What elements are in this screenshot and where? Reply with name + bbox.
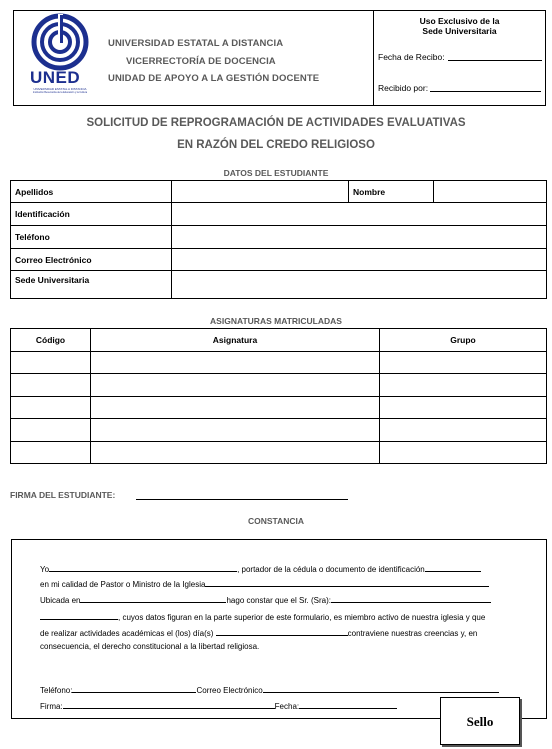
grupo-cell[interactable] — [380, 442, 547, 464]
grupo-cell[interactable] — [380, 352, 547, 374]
courses-section-title: ASIGNATURAS MATRICULADAS — [210, 316, 342, 326]
pastor-name-field[interactable] — [49, 563, 237, 572]
nombre-label: Nombre — [349, 181, 434, 203]
constancia-line-8 — [40, 700, 397, 711]
courses-table — [10, 328, 547, 464]
contraviene-text: contraviene nuestras creencias y, en — [347, 629, 478, 638]
constancia-line-4 — [40, 611, 485, 622]
constancia-title: CONSTANCIA — [247, 516, 305, 526]
telefono-pastor-field[interactable] — [72, 684, 196, 693]
firma-estudiante-label: FIRMA DEL ESTUDIANTE: — [10, 490, 116, 500]
hago-constar-text: hago constar que el Sr. (Sra): — [226, 596, 331, 605]
form-title-2: EN RAZÓN DEL CREDO RELIGIOSO — [177, 139, 375, 151]
grupo-cell[interactable] — [380, 374, 547, 397]
telefono-field[interactable] — [172, 226, 547, 249]
logo-subtitle-2: Institución Benemérita de la Educación y la Cultura — [32, 91, 88, 94]
correo-field[interactable] — [172, 249, 547, 271]
constancia-line-7 — [40, 684, 499, 695]
codigo-cell[interactable] — [11, 374, 91, 397]
table-row — [11, 442, 547, 464]
firma-pastor-label: Firma: — [40, 702, 63, 711]
student-section-title: DATOS DEL ESTUDIANTE — [223, 168, 329, 178]
col-grupo: Grupo — [380, 329, 547, 352]
apellidos-label: Apellidos — [11, 181, 172, 203]
asignatura-cell[interactable] — [91, 442, 380, 464]
firma-estudiante-field[interactable] — [136, 499, 348, 500]
ubicada-text: Ubicada en — [40, 596, 81, 605]
calidad-text: en mi calidad de Pastor o Ministro de la Iglesia — [40, 580, 206, 589]
table-row — [11, 397, 547, 419]
correo-pastor-label: Correo Electrónico — [196, 686, 263, 695]
estudiante-id-field[interactable] — [40, 611, 118, 620]
constancia-line-2 — [40, 578, 489, 589]
logo-rings-icon — [27, 12, 93, 72]
col-codigo: Código — [11, 329, 91, 352]
col-asignatura: Asignatura — [91, 329, 380, 352]
asignatura-cell[interactable] — [91, 397, 380, 419]
asignatura-cell[interactable] — [91, 352, 380, 374]
uned-logo — [27, 12, 93, 98]
ubicacion-field[interactable] — [80, 594, 226, 603]
telefono-pastor-label: Teléfono: — [40, 686, 73, 695]
correo-label: Correo Electrónico — [11, 249, 172, 271]
fecha-pastor-field[interactable] — [299, 700, 397, 709]
exclusive-title-2: Sede Universitaria — [422, 26, 497, 36]
identificacion-label: Identificación — [11, 203, 172, 226]
telefono-label: Teléfono — [11, 226, 172, 249]
fecha-recibo-field[interactable] — [448, 60, 542, 61]
grupo-cell[interactable] — [380, 397, 547, 419]
constancia-line-6: consecuencia, el derecho constitucional a la libertad religiosa. — [40, 642, 260, 651]
fecha-recibo-label: Fecha de Recibo: — [378, 52, 445, 62]
fecha-pastor-label: Fecha: — [274, 702, 300, 711]
logo-subtitle-1: UNIVERSIDAD ESTATAL A DISTANCIA — [33, 87, 87, 91]
recibido-por-field[interactable] — [430, 91, 541, 92]
codigo-cell[interactable] — [11, 352, 91, 374]
constancia-line-5 — [40, 627, 477, 638]
table-row — [11, 374, 547, 397]
firma-pastor-field[interactable] — [63, 700, 275, 709]
exclusive-title-1: Uso Exclusivo de la — [419, 16, 500, 26]
asignatura-cell[interactable] — [91, 419, 380, 442]
student-table — [10, 180, 547, 299]
correo-pastor-field[interactable] — [263, 684, 499, 693]
sello-box[interactable] — [440, 697, 520, 745]
grupo-cell[interactable] — [380, 419, 547, 442]
logo-text: UNED — [30, 68, 81, 87]
dias-field[interactable] — [216, 627, 348, 636]
header-university: UNIVERSIDAD ESTATAL A DISTANCIA — [108, 38, 284, 49]
constancia-line-3 — [40, 594, 491, 605]
estudiante-nombre-field[interactable] — [331, 594, 491, 603]
portador-text: , portador de la cédula o documento de identificación — [237, 565, 425, 574]
codigo-cell[interactable] — [11, 397, 91, 419]
sello-label: Sello — [466, 714, 494, 729]
codigo-cell[interactable] — [11, 419, 91, 442]
table-row — [11, 419, 547, 442]
de-realizar-text: de realizar actividades académicas el (los) día(s) — [40, 629, 214, 638]
codigo-cell[interactable] — [11, 442, 91, 464]
sede-field[interactable] — [172, 271, 547, 299]
header-vice: VICERRECTORÍA DE DOCENCIA — [126, 56, 276, 67]
table-row — [11, 352, 547, 374]
pastor-id-field[interactable] — [425, 563, 481, 572]
nombre-field[interactable] — [434, 181, 547, 203]
cuyos-datos-text: , cuyos datos figuran en la parte superior de este formulario, es miembro activo de nuestra iglesia y que — [118, 613, 486, 622]
recibido-por-label: Recibido por: — [378, 83, 429, 93]
iglesia-field[interactable] — [205, 578, 489, 587]
sede-label: Sede Universitaria — [11, 271, 172, 299]
form-title-1: SOLICITUD DE REPROGRAMACIÓN DE ACTIVIDADES EVALUATIVAS — [86, 117, 466, 129]
header-unit: UNIDAD DE APOYO A LA GESTIÓN DOCENTE — [108, 73, 320, 84]
asignatura-cell[interactable] — [91, 374, 380, 397]
identificacion-field[interactable] — [172, 203, 547, 226]
apellidos-field[interactable] — [172, 181, 349, 203]
yo-label: Yo — [40, 565, 50, 574]
constancia-line-1 — [40, 563, 481, 574]
